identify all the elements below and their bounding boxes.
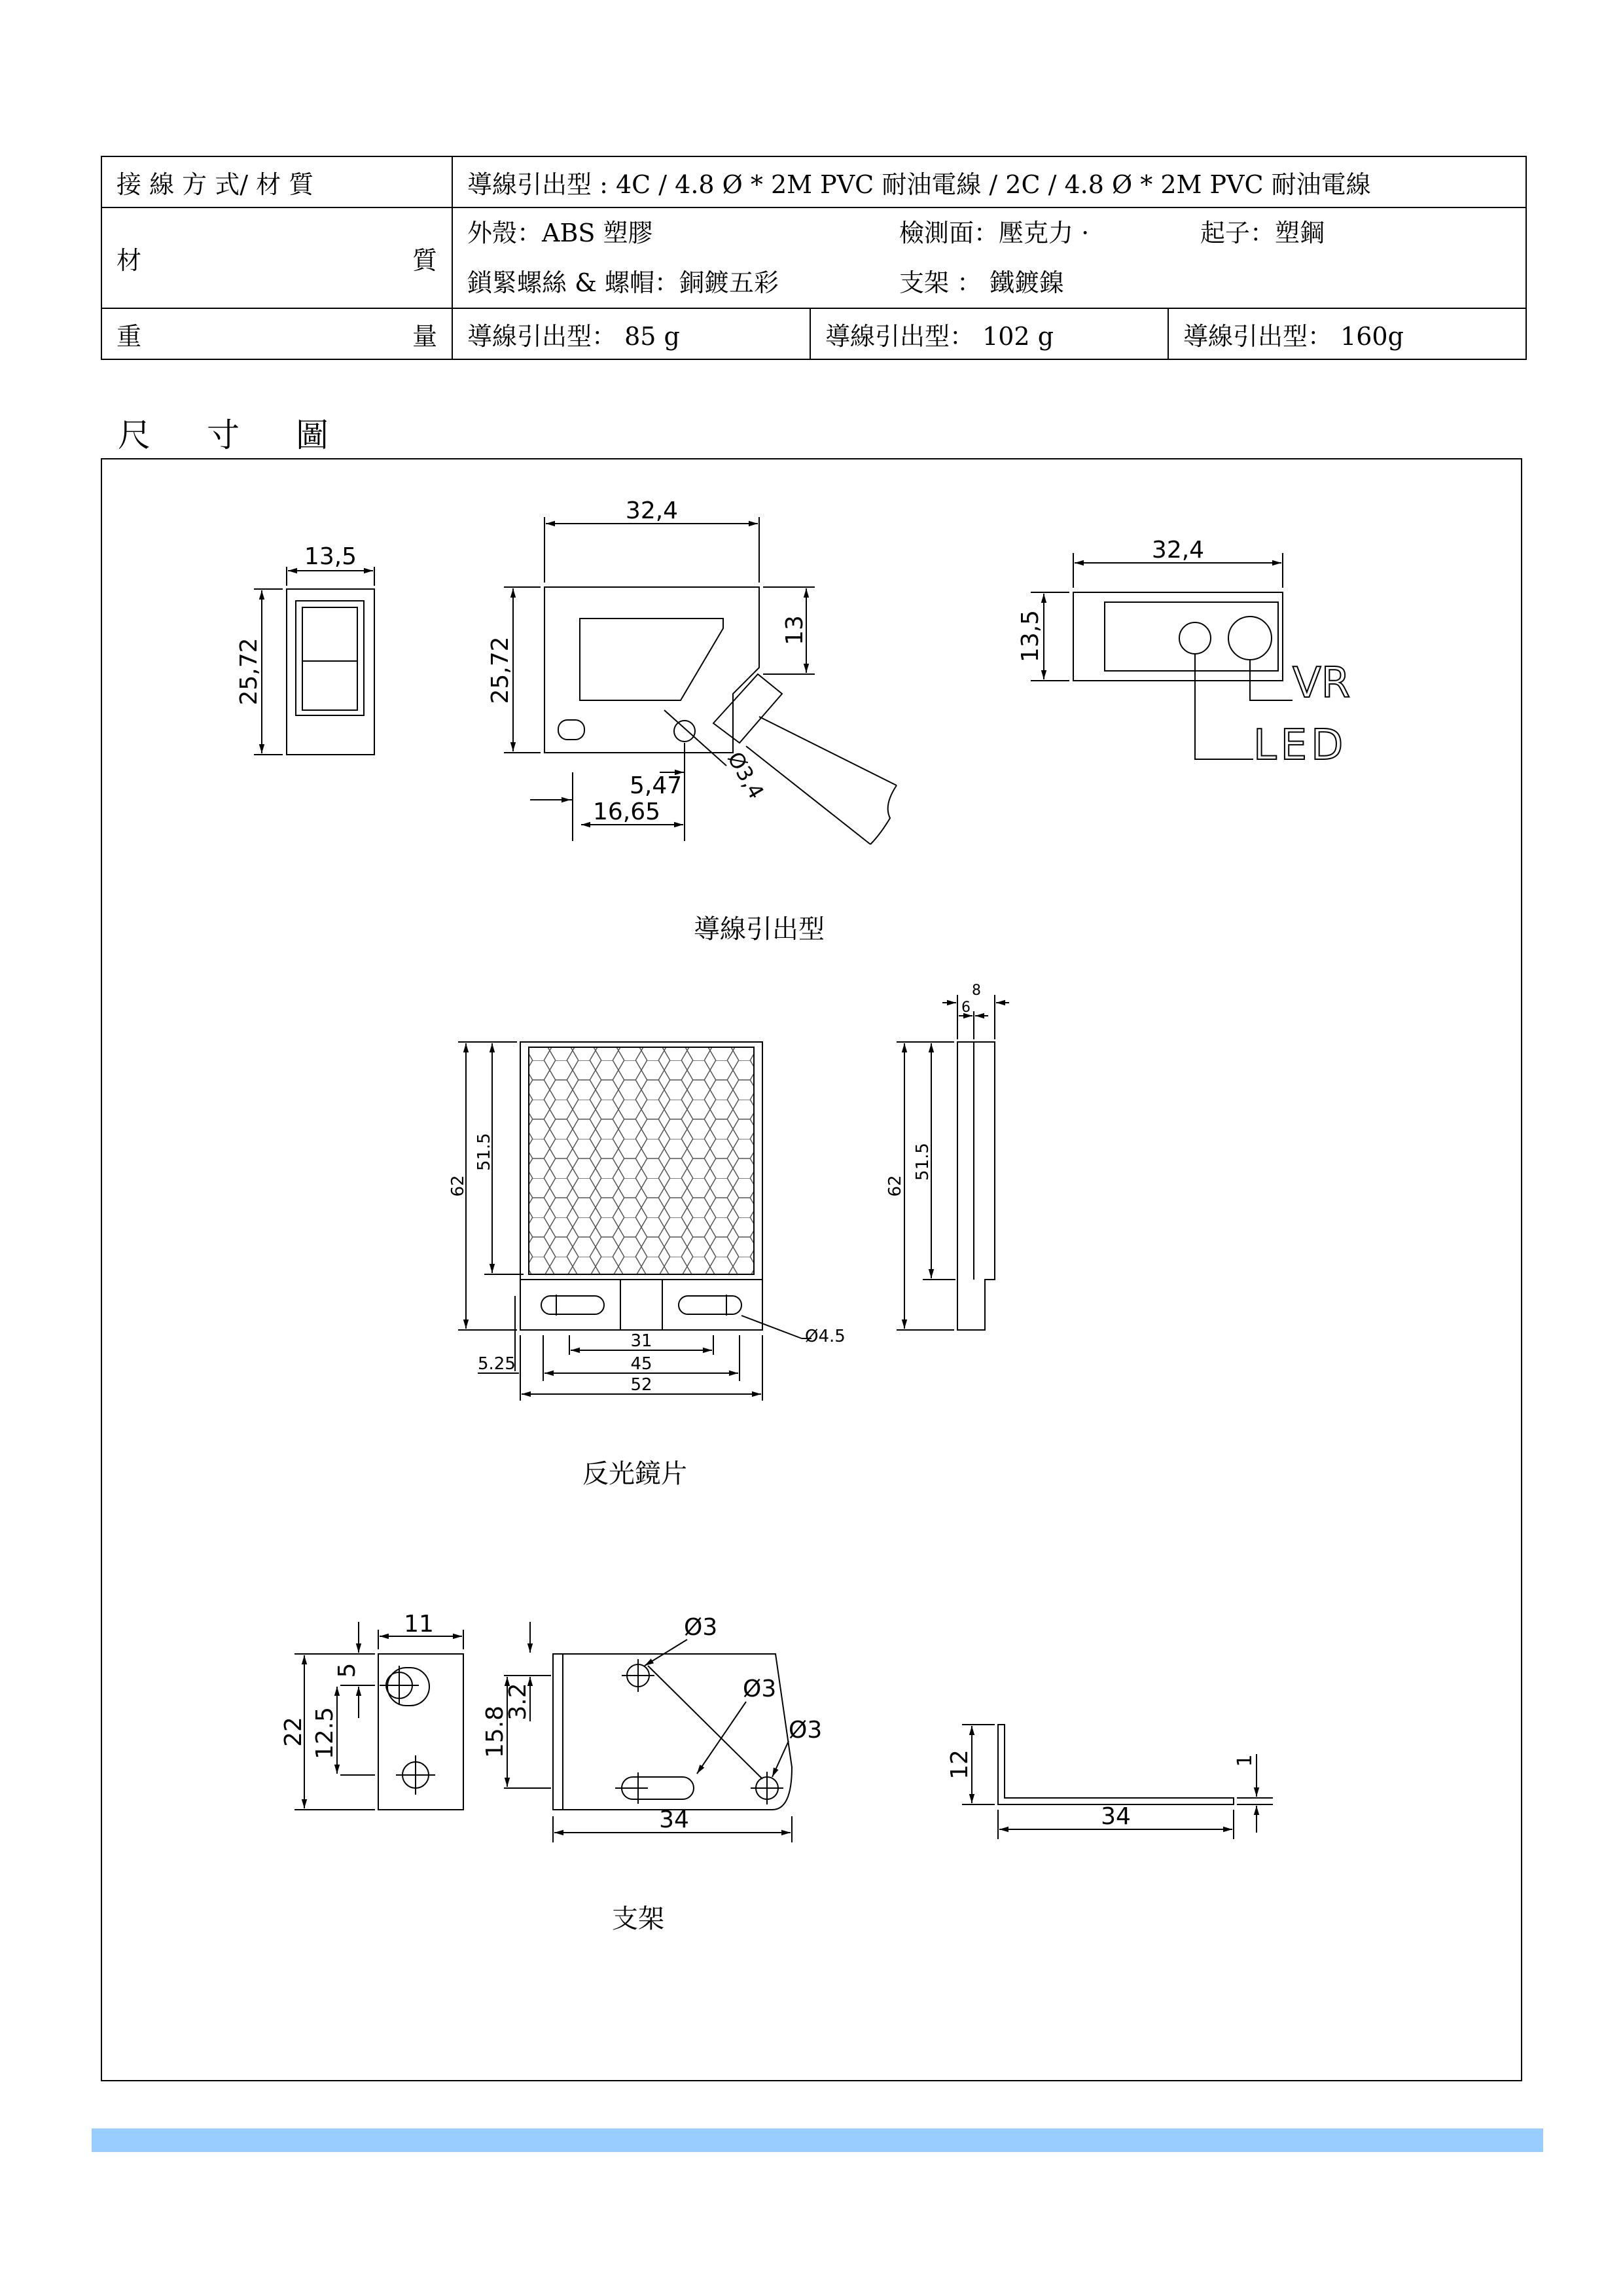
bracket-side-view [504,1622,792,1842]
section-title: 尺 寸 圖 [118,416,329,454]
dim-side-top: 13 [781,615,808,645]
dim-br-w: 11 [404,1611,434,1638]
dim-br-side-h: 15.8 [482,1705,508,1759]
bottom-bar [92,2128,1543,2152]
sensor-side-view [504,517,897,844]
dim-refl-edge: 5.25 [478,1354,516,1374]
dim-profile-h: 12 [946,1749,973,1780]
caption-reflector: 反光鏡片 [582,1459,687,1489]
dim-br-hole-b: Ø3 [743,1676,777,1702]
dim-side-h: 25,72 [487,636,514,704]
dim-refl-side-t2: 6 [961,999,971,1016]
dim-refl-h-total: 62 [448,1175,468,1197]
dim-br-h-top: 5 [334,1662,361,1678]
dim-refl-side-t1: 8 [972,982,981,999]
dim-refl-w-mid: 45 [630,1354,652,1374]
dim-refl-h-inner: 51.5 [474,1133,494,1171]
weight-cell-3: 導線引出型： 160g [1168,308,1526,359]
label-led: LED [1253,721,1347,770]
dim-br-h-total: 22 [280,1717,307,1747]
label-weight: 重 量 [101,308,452,359]
dim-off2: 16,65 [593,798,661,825]
label-wiring: 接 線 方 式/ 材 質 [101,156,452,207]
dim-side-w: 32,4 [625,497,679,524]
weight-cell-2: 導線引出型： 102 g [810,308,1168,359]
dim-br-h-mid: 12.5 [312,1706,338,1760]
dim-front-h: 25,72 [236,637,262,706]
value-material: 外殼：ABS 塑膠 檢測面：壓克力 · 起子：塑鋼 鎖緊螺絲 & 螺帽：銅鍍五彩 支架 ： 鐵鍍鎳 [452,207,1526,308]
dim-profile-w: 34 [1101,1803,1131,1830]
weight-cell-1: 導線引出型： 85 g [452,308,810,359]
caption-bracket: 支架 [612,1904,664,1934]
dim-br-side-w: 34 [659,1806,689,1833]
dim-profile-t: 1 [1234,1754,1257,1767]
label-material: 材 質 [101,207,452,308]
dim-refl-side-h-inner: 51.5 [913,1143,933,1181]
dim-top-w: 32,4 [1151,537,1205,564]
value-wiring: 導線引出型 : 4C / 4.8 Ø * 2M PVC 耐油電線 / 2C / 4.8 Ø * 2M PVC 耐油電線 [452,156,1526,207]
dim-br-hole-a: Ø3 [684,1614,718,1641]
dim-br-side-h2: 3.2 [505,1683,531,1721]
dim-off1: 5,47 [630,772,683,799]
dim-refl-w-hole: 31 [630,1331,652,1351]
sensor-front-view [254,567,374,755]
dim-br-hole-c: Ø3 [789,1717,823,1744]
caption-sensor: 導線引出型 [694,914,825,944]
label-vr: VR [1293,659,1351,708]
dim-front-w: 13,5 [304,543,357,570]
dim-refl-hole: Ø4.5 [805,1327,846,1346]
dim-refl-side-h-total: 62 [885,1175,905,1197]
dim-hole: Ø3,4 [722,747,770,803]
dim-refl-w-total: 52 [630,1375,652,1395]
dim-top-h: 13,5 [1017,609,1044,663]
